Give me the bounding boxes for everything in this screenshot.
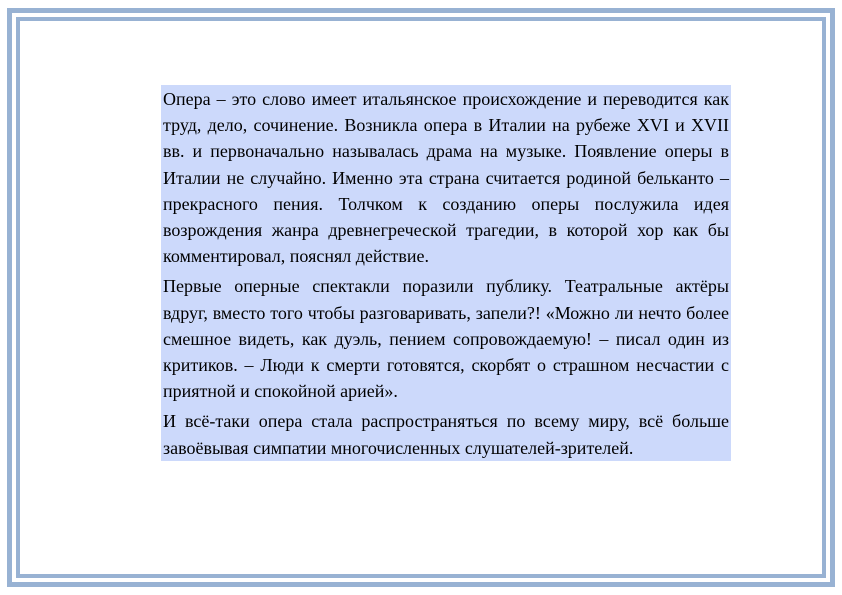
paragraph-opera-origin: Опера – это слово имеет итальянское происхождение и переводится как труд, дело, сочинение. Возникла опера в Италии на рубеже XVI и XVII вв. и первоначально называлась драма на музыке. Появление оперы в Италии не случайно. Именно эта страна считается родиной бельканто – прекрасного пения. Толчком к созданию оперы послужила идея возрождения жанра древнегреческой трагедии, в которой хор как бы комментировал, пояснял действие. xyxy=(163,89,729,267)
text-block xyxy=(161,85,731,461)
paragraph-opera-spread: И всё-таки опера стала распространяться по всему миру, всё больше завоёвывая симпатии многочисленных слушателей-зрителей. xyxy=(163,411,729,458)
paragraph-first-performances: Первые оперные спектакли поразили публику. Театральные актёры вдруг, вместо того чтобы разговаривать, запели?! «Можно ли нечто более смешное видеть, как дуэль, пением сопровождаемую! – писал один из критиков. – Люди к смерти готовятся, скорбят о страшном несчастии с приятной и спокойной арией». xyxy=(163,276,729,402)
